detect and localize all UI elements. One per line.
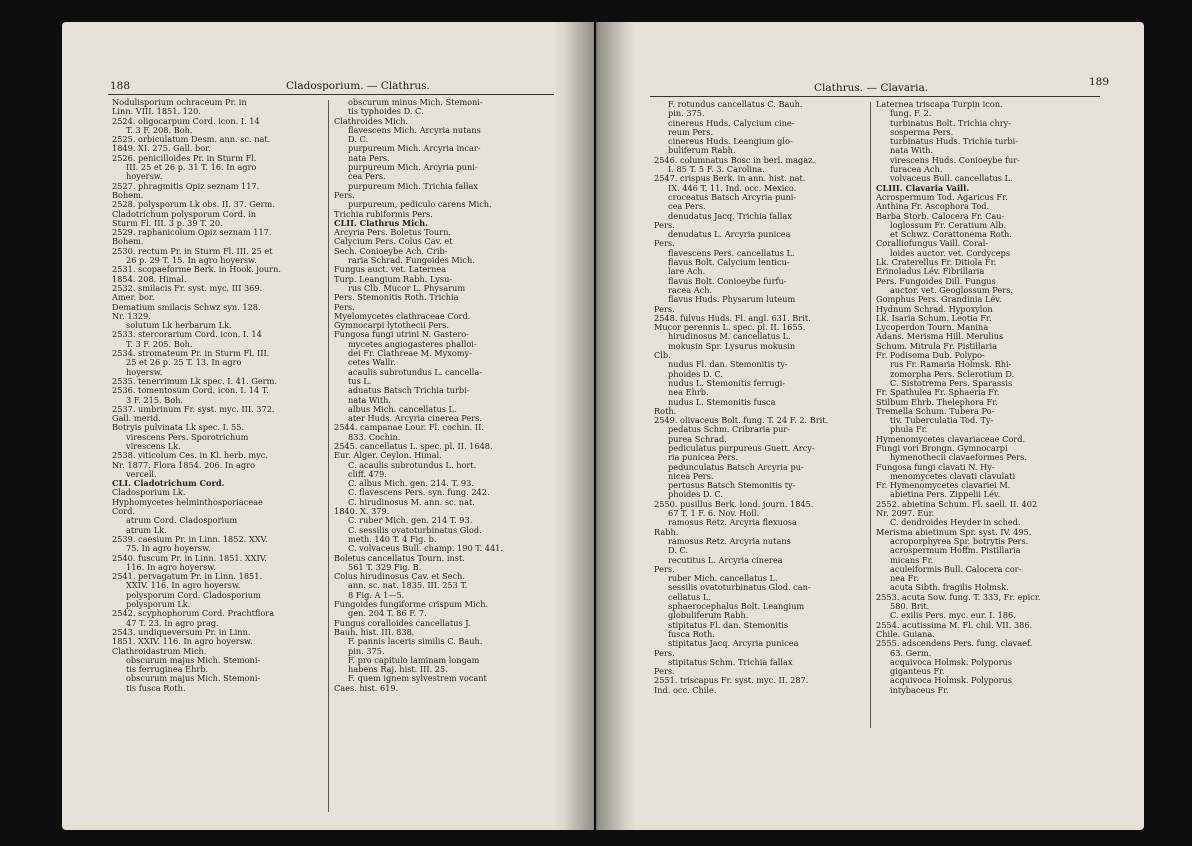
text-line: 2530. rectum Pr. in Sturm Fl. III. 25 et (112, 245, 273, 256)
text-line: Schum. Mitrula Fr. Pistillaria (876, 340, 997, 351)
text-line: nea Ehrb. (668, 387, 709, 398)
text-line: Fungoides fungiforme crispum Mich. (334, 599, 489, 610)
text-line: D. C. (348, 134, 369, 145)
text-line: pin. 375. (668, 108, 705, 119)
text-line: loides auctor. vet. Cordyceps (890, 247, 1011, 258)
text-line: dei Fr. Clathreae M. Myxomy- (348, 348, 472, 359)
text-line: Fungosa fungi clavati N. Hy- (876, 461, 995, 472)
text-line: cea Pers. (668, 201, 706, 212)
text-line: D. C. (668, 545, 689, 556)
text-line: C. Sistotrema Pers. Sparassis (890, 377, 1013, 388)
text-line: tis typhoides D. C. (348, 106, 424, 117)
text-line: intybaceus Fr. (890, 684, 949, 695)
text-line: Cladotrichum polysporum Cord. in (112, 208, 257, 219)
text-line: 1849. XI. 275. Gall. bor. (112, 143, 211, 154)
text-line: tis fusca Roth. (126, 682, 186, 693)
text-line: Mucor perennis L. spec. pl. II. 1655. (654, 322, 806, 333)
page-number: 189 (1089, 76, 1110, 88)
book-gutter (566, 22, 626, 830)
text-line: Anthina Fr. Ascophora Tod. (876, 201, 990, 212)
text-line: virescens Huds. Conioeybe fur- (890, 154, 1020, 165)
text-line: cliff. 479. (348, 468, 387, 479)
text-line: T. 3 F. 208. Boh. (126, 124, 193, 135)
text-line: XXIV. 116. In agro hoyersw. (126, 580, 241, 591)
text-line: Fungosa fungi utrini N. Gastero- (334, 329, 469, 340)
text-line: 2536. tomentosum Cord. icon. I. 14 T. (112, 385, 269, 396)
text-line: 8 Fig. A 1—5. (348, 589, 405, 600)
text-line: Ind. occ. Chile. (654, 684, 717, 695)
text-line: Fungi vori Brongn. Gymnocarpi (876, 442, 1008, 453)
text-line: 2549. olivaceus Bolt. fung. T. 24 F. 2. Brit. (654, 415, 829, 426)
text-line: Fungus coralloides cancellatus J. (334, 617, 471, 628)
text-line: turbinatus Huds. Trichia turbi- (890, 136, 1018, 147)
text-line: habens Raj. hist. III. 25. (348, 664, 448, 675)
text-line: 2535. tenerrimum Lk spec. I. 41. Germ. (112, 375, 277, 386)
text-line: 2524. oligocarpum Cord. icon. I. 14 (112, 115, 260, 126)
text-line: croceatus Batsch Arcyria puni- (668, 191, 797, 202)
text-line: ramosus Retz. Arcyria flexuosa (668, 517, 797, 528)
text-line: cellatus L. (668, 591, 711, 602)
text-line: cinereus Huds. Calycium cine- (668, 117, 795, 128)
text-line: sessilis ovatoturbinatus Glod. can- (668, 582, 811, 593)
text-line: T. 3 F. 205. Boh. (126, 338, 193, 349)
text-line: F. pro capitulo laminam longam (348, 654, 480, 665)
text-line: flavus Bolt. Calycium lenticu- (668, 257, 790, 268)
text-line: fusca Roth. (668, 628, 715, 639)
text-line: gen. 204 T. 86 F. 7. (348, 608, 427, 619)
text-line: Cord. (112, 506, 135, 517)
text-line: acuta Sibth. fragilis Holmsk. (890, 582, 1009, 593)
text-line: atrum Cord. Cladosporium (126, 515, 238, 526)
column-divider (870, 102, 871, 728)
text-column-right (876, 100, 1108, 820)
text-line: denudatus Jacq. Trichia fallax (668, 210, 792, 221)
text-line: obscurum majus Mich. Stemoni- (126, 654, 261, 665)
text-line: phoides D. C. (668, 368, 724, 379)
text-line: Pers. Stemonitis Roth. Trichia (334, 292, 459, 303)
text-line: pertusus Batsch Stemonitis ty- (668, 480, 796, 491)
text-line: Barba Storb. Calocera Fr. Cau- (876, 210, 1005, 221)
text-line: 2543. undiqueversum Pr. in Linn. (112, 626, 251, 637)
text-line: solutum Lk herbarum Lk. (126, 320, 232, 331)
text-line: Trichia rubiformis Pers. (334, 208, 433, 219)
text-line: 2551. triscapus Fr. syst. myc. II. 287. (654, 675, 809, 686)
text-line: 2548. fulvus Huds. Fl. angl. 631. Brit. (654, 312, 811, 323)
text-line: rus Fr. Ramaria Holmsk. Rhi- (890, 359, 1012, 370)
text-line: 1851. XXIV. 116. In agro hoyersw. (112, 636, 253, 647)
text-line: 2554. acutissima M. Fl. chil. VII. 386. (876, 619, 1033, 630)
text-line: 2539. caesium Pr. in Linn. 1852. XXV. (112, 533, 268, 544)
text-line: Gymnocarpi lytothecii Pers. (334, 320, 449, 331)
text-line: F. quem ignem sylvestrem vocant (348, 673, 487, 684)
text-line: 1854. 208. Himal. (112, 273, 187, 284)
text-line: 2550. pusillus Berk. lond. journ. 1845. (654, 498, 814, 509)
text-line: cinereus Huds. Leangium glo- (668, 136, 793, 147)
text-line: 25 et 26 p. 25 T. 13. In agro (126, 357, 242, 368)
text-line: Gall. merid. (112, 413, 161, 424)
text-line: menomycetes clavati clavulati (890, 470, 1016, 481)
text-line: Roth. (654, 405, 677, 416)
right-page (596, 22, 1144, 830)
text-line: Merisma abietinum Spr. syst. IV. 495. (876, 526, 1032, 537)
text-line: Lk. Craterellus Fr. Ditiola Fr. (876, 257, 997, 268)
text-line: reum Pers. (668, 126, 714, 137)
text-line: phoides D. C. (668, 489, 724, 500)
text-line: racea Ach. (668, 284, 713, 295)
text-line: obscurum majus Mich. Stemoni- (126, 673, 261, 684)
text-line: loglossum Fr. Ceratium Alb. (890, 219, 1007, 230)
text-line: 2553. acuta Sow. fung. T. 333, Fr. epicr. (876, 591, 1041, 602)
text-line: hoyersw. (126, 366, 163, 377)
text-line: Pers. (654, 303, 675, 314)
text-line: Pers. (654, 238, 675, 249)
text-line: nudus Fl. dan. Stemonitis ty- (668, 359, 788, 370)
text-line: 580. Brit. (890, 601, 930, 612)
text-line: ater Huds. Arcyria cinerea Pers. (348, 413, 482, 424)
text-line: turbinatus Bolt. Trichia chry- (890, 117, 1012, 128)
text-column-right (334, 98, 556, 828)
text-line: Clathroides Mich. (334, 115, 409, 126)
text-line: Adans. Merisma Hill. Merulius (876, 331, 1004, 342)
text-line: cetes Wallr. (348, 357, 396, 368)
text-line: zomorpha Pers. Sclerotium D. (890, 368, 1015, 379)
text-line: rus Clb. Mucor L. Physarum (348, 282, 466, 293)
text-line: lare Ach. (668, 266, 706, 277)
text-line: Sturm Fl. III. 3 p. 39 T. 20. (112, 217, 223, 228)
text-column-left (654, 100, 866, 820)
text-line: 2552. abietina Schum. Fl. saell. II. 402 (876, 498, 1038, 509)
text-line: C. volvaceus Bull. champ. 190 T. 441. (348, 543, 503, 554)
text-line: Amer. bor. (112, 292, 155, 303)
text-line: acroporphyrea Spr. botrytis Pers. (890, 535, 1029, 546)
text-line: Lk. Isaria Schum. Leotia Fr. (876, 312, 992, 323)
text-line: 2531. scopaeforme Berk. in Hook. journ. (112, 264, 281, 275)
text-line: Botryis pulvinata Lk spec. I. 55. (112, 422, 245, 433)
text-line: 2525. orbiculatum Desm. ann. sc. nat. (112, 134, 271, 145)
text-line: 2527. phragmitis Opiz seznam 117. (112, 180, 260, 191)
text-line: Pers. (654, 219, 675, 230)
text-line: 47 T. 23. In agro prag. (126, 617, 219, 628)
text-line: Nr. 2097. Eur. (876, 508, 935, 519)
text-line: I. 85 T. 5 F. 3. Carolina. (668, 164, 765, 175)
text-line: sosperma Pers. (890, 126, 954, 137)
text-line: Dematium smilacis Schwz syn. 128. (112, 301, 261, 312)
text-line: virescens Lk. (126, 440, 181, 451)
text-line: Boletus cancellatus Tourn. inst. (334, 552, 465, 563)
text-line: Hydnum Schrad. Hypoxylon (876, 303, 993, 314)
text-line: nata Pers. (348, 152, 390, 163)
text-line: sphaerocephalus Bolt. Leangium (668, 601, 805, 612)
text-line: ria punicea Pers. (668, 452, 739, 463)
text-line: 2537. umbrinum Fr. syst. myc. III. 372. (112, 403, 275, 414)
text-line: Nr. 1877. Flora 1854. 206. In agro (112, 459, 256, 470)
text-line: Nr. 1329. (112, 310, 151, 321)
text-line: 26 p. 29 T. 15. In agro hoyersw. (126, 255, 257, 266)
text-line: aduatus Batsch Trichia turbi- (348, 385, 470, 396)
text-line: giganteus Fr. (890, 666, 945, 677)
text-line: 2534. stromateum Pr. in Sturm Fl. III. (112, 348, 270, 359)
text-line: Myelomycetes clathraceae Cord. (334, 310, 471, 321)
text-line: Caes. hist. 619. (334, 682, 399, 693)
text-line: mycetes angiogasteres phalloi- (348, 338, 477, 349)
text-line: F. rotundus cancellatus C. Bauh. (668, 100, 803, 109)
text-line: hirudinosus M. cancellatus L. (668, 331, 791, 342)
text-line: CLII. Clathrus Mich. (334, 217, 428, 228)
text-line: Tremella Schum. Tubera Po- (876, 405, 995, 416)
header-rule (650, 96, 1100, 97)
text-line: C. acaulis subrotundus L. hort. (348, 459, 477, 470)
text-line: obscurum minus Mich. Stemoni- (348, 98, 483, 107)
running-head: Clathrus. — Clavaria. (814, 82, 929, 94)
text-line: C. exilis Pers. myc. eur. I. 186. (890, 610, 1016, 621)
text-line: 116. In agro hoyersw. (126, 561, 216, 572)
text-line: 2532. smilacis Fr. syst. myc. III 369. (112, 282, 263, 293)
text-line: Pers. (654, 666, 675, 677)
text-line: Pers. (654, 563, 675, 574)
text-line: vercell. (126, 468, 157, 479)
text-line: Sech. Conioeybe Ach. Crib- (334, 245, 448, 256)
text-line: tis ferruginea Ehrb. (126, 664, 209, 675)
text-line: 63. Germ. (890, 647, 932, 658)
text-line: stipitatus Jacq. Arcyria punicea (668, 638, 799, 649)
text-line: Gomphus Pers. Grandinia Lév. (876, 294, 1002, 305)
text-line: IX. 446 T. 11. Ind. occ. Mexico. (668, 182, 797, 193)
text-line: C. hirudinosus M. ann. sc. nat. (348, 496, 475, 507)
text-line: Chile. Guiana. (876, 628, 935, 639)
text-line: Calycium Pers. Colus Cav. et (334, 236, 453, 247)
text-line: Clb. (654, 350, 671, 361)
text-line: 2547. crispus Berk. in ann. hist. nat. (654, 173, 806, 184)
text-line: 2555. adscendens Pers. fung. clavaef. (876, 638, 1033, 649)
text-line: Eur. Alger. Ceylon. Himal. (334, 450, 442, 461)
text-line: hymenothecii clavaeformes Pers. (890, 452, 1027, 463)
text-line: auctor. vet. Geoglossum Pers. (890, 284, 1013, 295)
text-line: 2529. raphanicolum Opiz seznam 117. (112, 227, 272, 238)
text-line: purpureum Mich. Arcyria puni- (348, 162, 478, 173)
text-line: Lycoperdon Tourn. Manina (876, 322, 989, 333)
text-line: Hymenomycetes clavariaceae Cord. (876, 433, 1026, 444)
text-line: 2526. penicilloides Pr. in Sturm Fl. (112, 152, 257, 163)
text-line: polysporum Lk. (126, 599, 191, 610)
text-line: Colus hirudinosus Cav. et Sech. (334, 571, 465, 582)
text-line: purpureum Mich. Arcyria incar- (348, 143, 481, 154)
text-line: fung. F. 2. (890, 108, 932, 119)
text-line: purpureum Mich. Trichia fallax (348, 180, 479, 191)
text-line: Linn. VIII. 1851. 120. (112, 106, 201, 117)
column-divider (328, 100, 329, 812)
text-line: pediculatus purpureus Guett. Arcy- (668, 442, 815, 453)
text-line: 75. In agro hoyersw. (126, 543, 211, 554)
text-line: mokusin Spr. Lysurus mokusin (668, 340, 796, 351)
text-line: meth. 140 T. 4 Fig. b. (348, 533, 437, 544)
text-line: flavescens Mich. Arcyria nutans (348, 124, 481, 135)
text-line: Bohem. (112, 236, 144, 247)
text-line: ramosus Retz. Arcyria nutans (668, 535, 791, 546)
text-line: flavus Huds. Physarum luteum (668, 294, 796, 305)
text-line: 67 T. 1 F. 6. Nov. Holl. (668, 508, 760, 519)
text-line: 1840. X. 379. (334, 506, 390, 517)
text-line: Fungus auct. vet. Laternea (334, 264, 447, 275)
text-line: stipitatus Fl. dan. Stemonitis (668, 619, 789, 630)
text-line: Bohem. (112, 189, 144, 200)
text-line: Bauh. hist. III. 838. (334, 626, 415, 637)
text-line: nea Fr. (890, 573, 919, 584)
text-line: Hyphomycetes helminthosporiaceae (112, 496, 263, 507)
text-line: purea Schrad. (668, 433, 727, 444)
text-line: 833. Cochin. (348, 431, 401, 442)
text-line: furacea Ach. (890, 164, 943, 175)
text-line: Acrospermum Tod. Agaricus Fr. (876, 191, 1008, 202)
text-line: atrum Lk. (126, 524, 167, 535)
text-line: Fr. Podisoma Dub. Polypo- (876, 350, 985, 361)
text-line: tiv. Tuberculatia Tod. Ty- (890, 415, 994, 426)
text-line: C. flavescens Pers. syn. fung. 242. (348, 487, 490, 498)
text-line: CLI. Cladotrichum Cord. (112, 478, 225, 489)
text-line: nicea Pers. (668, 470, 714, 481)
text-line: globuliferum Rabh. (668, 610, 749, 621)
text-line: 2533. stercorarium Cord. icon. I. 14 (112, 329, 262, 340)
text-line: 2544. campanae Lour. Fl. cochin. II. (334, 422, 484, 433)
text-line: Laternea triscapa Turpin icon. (876, 100, 1003, 109)
text-line: virescens Pers. Sporotrichum (126, 431, 249, 442)
text-line: Arcyria Pers. Boletus Tourn. (334, 227, 451, 238)
text-line: micans Fr. (890, 554, 934, 565)
text-line: volvaceus Bull. cancellatus L. (890, 173, 1013, 184)
text-line: nata With. (890, 145, 933, 156)
text-line: Pers. (334, 189, 355, 200)
text-line: buliferum Rabh. (668, 145, 736, 156)
text-line: 3 F. 215. Boh. (126, 394, 184, 405)
running-head: Cladosporium. — Clathrus. (286, 80, 430, 92)
text-line: et Schwz. Corattonema Roth. (890, 229, 1012, 240)
text-line: tus L. (348, 375, 372, 386)
text-line: acquivoca Holmsk. Polyporus (890, 675, 1012, 686)
text-line: 2542. scyphophorum Cord. Prachtflora (112, 608, 275, 619)
header-rule (108, 94, 554, 95)
text-line: Pers. (334, 301, 355, 312)
text-line: raria Schrad. Fungoides Mich. (348, 255, 475, 266)
text-line: Turp. Leangium Rabh. Lysu- (334, 273, 453, 284)
text-line: Erinoladus Lév. Fibrillaria (876, 266, 985, 277)
text-line: 2538. viticolum Ces. in Kl. herb. myc. (112, 450, 268, 461)
text-line: cea Pers. (348, 171, 386, 182)
text-line: acaulis subrotundus L. cancella- (348, 366, 483, 377)
text-line: purpureum, pediculo carens Mich. (348, 199, 492, 210)
text-line: ruber Mich. cancellatus L. (668, 573, 778, 584)
text-line: Stilbum Ehrb. Thelephora Fr. (876, 396, 998, 407)
text-line: Rabh. (654, 526, 679, 537)
text-line: III. 25 et 26 p. 31 T. 16. In agro (126, 162, 257, 173)
text-line: pin. 375. (348, 645, 385, 656)
text-line: 561 T. 329 Fig. B. (348, 561, 422, 572)
text-line: abietina Pers. Zippelii Lév. (890, 489, 1001, 500)
text-line: Coralliofungus Vaill. Coral- (876, 238, 989, 249)
text-line: aculeiformis Bull. Calocera cor- (890, 563, 1022, 574)
text-line: nudus L. Stemonitis fusca (668, 396, 776, 407)
text-column-left (112, 98, 324, 828)
left-page (62, 22, 594, 830)
text-line: C. sessilis ovatoturbinatus Glod. (348, 524, 482, 535)
text-line: pedatus Schm. Cribraria pur- (668, 424, 791, 435)
text-line: C. albus Mich. gen. 214. T. 93. (348, 478, 474, 489)
text-line: F. pannis laceris similis C. Bauh. (348, 636, 483, 647)
text-line: 2546. columnatus Bosc in berl. magaz. (654, 154, 816, 165)
text-line: hoyersw. (126, 171, 163, 182)
page-number: 188 (110, 80, 131, 92)
text-line: Pers. (654, 647, 675, 658)
text-line: Cladosporium Lk. (112, 487, 186, 498)
text-line: C. dendroides Heyder in sched. (890, 517, 1021, 528)
text-line: Pers. Fungoides Dill. Fungus (876, 275, 996, 286)
text-line: Fr. Spathulea Fr. Sphaeria Fr. (876, 387, 1000, 398)
text-line: phula Fr. (890, 424, 928, 435)
text-line: flavus Bolt. Conioeybe furfu- (668, 275, 787, 286)
text-line: ann. sc. nat. 1835. III. 253 T. (348, 580, 468, 591)
text-line: pedunculatus Batsch Arcyria pu- (668, 461, 804, 472)
text-line: Fr. Hymenomycetes clavariei M. (876, 480, 1011, 491)
text-line: denudatus L. Arcyria punicea (668, 229, 791, 240)
text-line: 2541. pervagatum Pr. in Linn. 1851. (112, 571, 263, 582)
text-line: recutitus L. Arcyria cinerea (668, 554, 783, 565)
text-line: albus Mich. cancellatus L. (348, 403, 457, 414)
text-line: polysporum Cord. Cladosporium (126, 589, 261, 600)
text-line: Clathroidastrum Mich. (112, 645, 207, 656)
text-line: stipitatus Schm. Trichia fallax (668, 656, 793, 667)
text-line: 2545. cancellatus L. spec. pl. II. 1648. (334, 440, 493, 451)
text-line: flavescens Pers. cancellatus L. (668, 247, 795, 258)
text-line: Nodulisporium ochraceum Pr. in (112, 98, 247, 107)
text-line: C. ruber Mich. gen. 214 T. 93. (348, 515, 473, 526)
text-line: 2540. fuscum Pr. in Linn. 1851. XXIV. (112, 552, 267, 563)
text-line: 2528. polysporum Lk obs. II. 37. Germ. (112, 199, 275, 210)
text-line: nata With. (348, 394, 391, 405)
text-line: nudus L. Stemonitis ferrugi- (668, 377, 786, 388)
text-line: acrospermum Hoffm. Pistillaria (890, 545, 1021, 556)
text-line: acquivoca Holmsk. Polyporus (890, 656, 1012, 667)
text-line: CLIII. Clavaria Vaill. (876, 182, 970, 193)
